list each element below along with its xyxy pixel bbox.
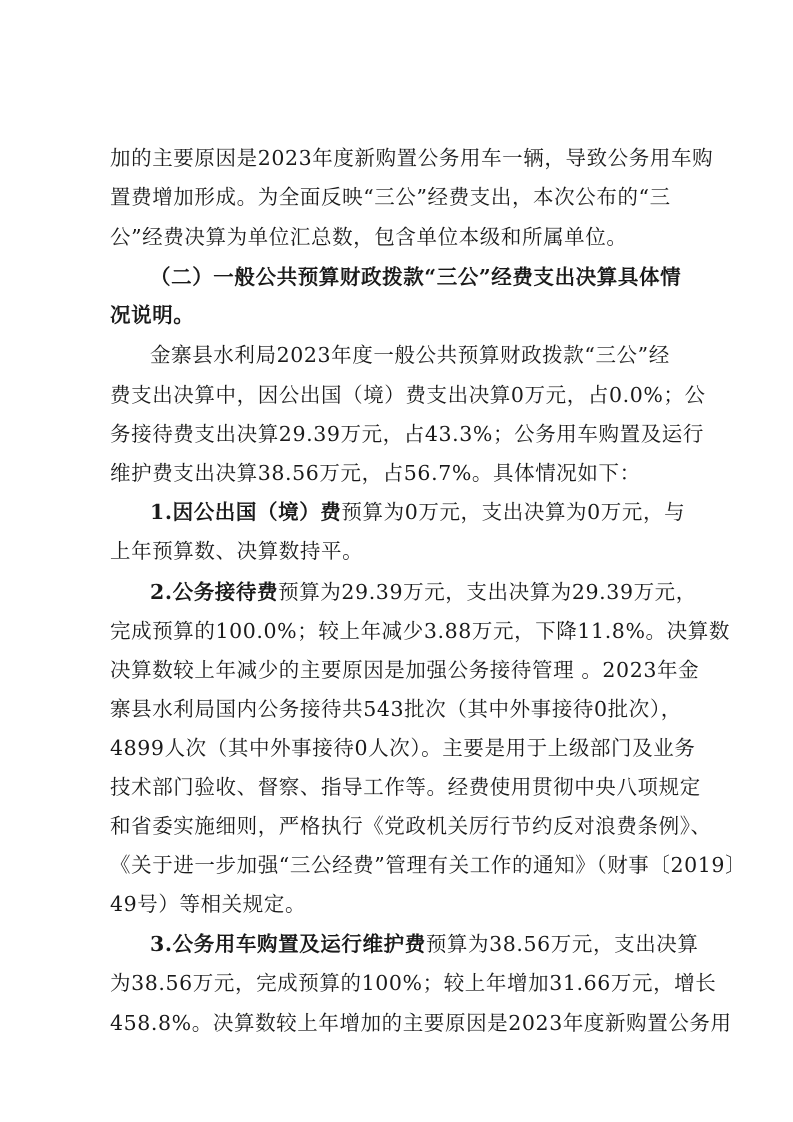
- item-title: 2.公务接待费: [150, 580, 279, 604]
- section-heading: [110, 300, 690, 330]
- text-run: 费支出决算中，因公出国（境）费支出决算0万元，占0.0%；公: [110, 383, 706, 407]
- text-run: 为38.56万元，完成预算的100%；较上年增加31.66万元，增长: [110, 971, 717, 995]
- text-line: [110, 694, 690, 724]
- text-run: 上年预算数、决算数持平。: [110, 539, 364, 563]
- text-run: 寨县水利局国内公务接待共543批次（其中外事接待0批次），: [110, 697, 682, 721]
- text-line: [110, 889, 690, 919]
- text-run: 置费增加形成。为全面反映“三公”经费支出，本次公布的“三: [110, 185, 671, 209]
- text-run: （二）一般公共预算财政拨款“三公”经费支出决算具体情: [150, 265, 682, 289]
- text-line: [150, 577, 697, 607]
- text-line: [110, 616, 730, 646]
- text-line: [110, 222, 690, 252]
- text-line: [150, 340, 690, 370]
- text-line: [110, 419, 705, 449]
- text-run: 技术部门验收、督察、指导工作等。经费使用贯彻中央八项规定: [110, 775, 701, 799]
- text-line: [110, 380, 706, 410]
- section-heading: [150, 262, 690, 292]
- text-run: 《关于进一步加强“三公经费”管理有关工作的通知》（财事〔2019〕: [110, 853, 747, 877]
- text-line: [110, 811, 712, 841]
- text-run: 完成预算的100.0%；较上年减少3.88万元，下降11.8%。决算数: [110, 619, 730, 643]
- text-line: [110, 850, 747, 880]
- text-run: 49号）等相关规定。: [110, 892, 307, 916]
- text-line: [110, 772, 701, 802]
- text-run: 金寨县水利局2023年度一般公共预算财政拨款“三公”经: [150, 343, 670, 367]
- text-line: [110, 655, 700, 685]
- text-run: 预算为29.39万元，支出决算为29.39万元，: [278, 580, 697, 604]
- text-line: [150, 497, 690, 527]
- text-line: [110, 1008, 732, 1038]
- text-run: 公”经费决算为单位汇总数，包含单位本级和所属单位。: [110, 225, 628, 249]
- text-run: 决算数较上年减少的主要原因是加强公务接待管理 。2023年金: [110, 658, 700, 682]
- text-run: 务接待费支出决算29.39万元，占43.3%；公务用车购置及运行: [110, 422, 705, 446]
- text-run: 4899人次（其中外事接待0人次）。主要是用于上级部门及业务: [110, 736, 696, 760]
- item-title: 1.因公出国（境）费: [150, 500, 342, 524]
- text-line: [110, 968, 717, 998]
- text-line: [110, 733, 696, 763]
- text-run: 458.8%。决算数较上年增加的主要原因是2023年度新购置公务用: [110, 1011, 732, 1035]
- item-title: 3.公务用车购置及运行维护费: [150, 932, 426, 956]
- text-line: [110, 182, 690, 212]
- text-line: [110, 143, 714, 173]
- text-run: 况说明。: [110, 303, 195, 327]
- text-run: 加的主要原因是2023年度新购置公务用车一辆，导致公务用车购: [110, 146, 714, 170]
- text-run: 预算为38.56万元，支出决算: [425, 932, 699, 956]
- text-line: [150, 929, 699, 959]
- text-run: 预算为0万元，支出决算为0万元，与: [341, 500, 686, 524]
- text-run: 维护费支出决算38.56万元，占56.7%。具体情况如下：: [110, 461, 641, 485]
- text-line: [110, 536, 690, 566]
- text-line: [110, 458, 690, 488]
- text-run: 和省委实施细则，严格执行《党政机关厉行节约反对浪费条例》、: [110, 814, 712, 838]
